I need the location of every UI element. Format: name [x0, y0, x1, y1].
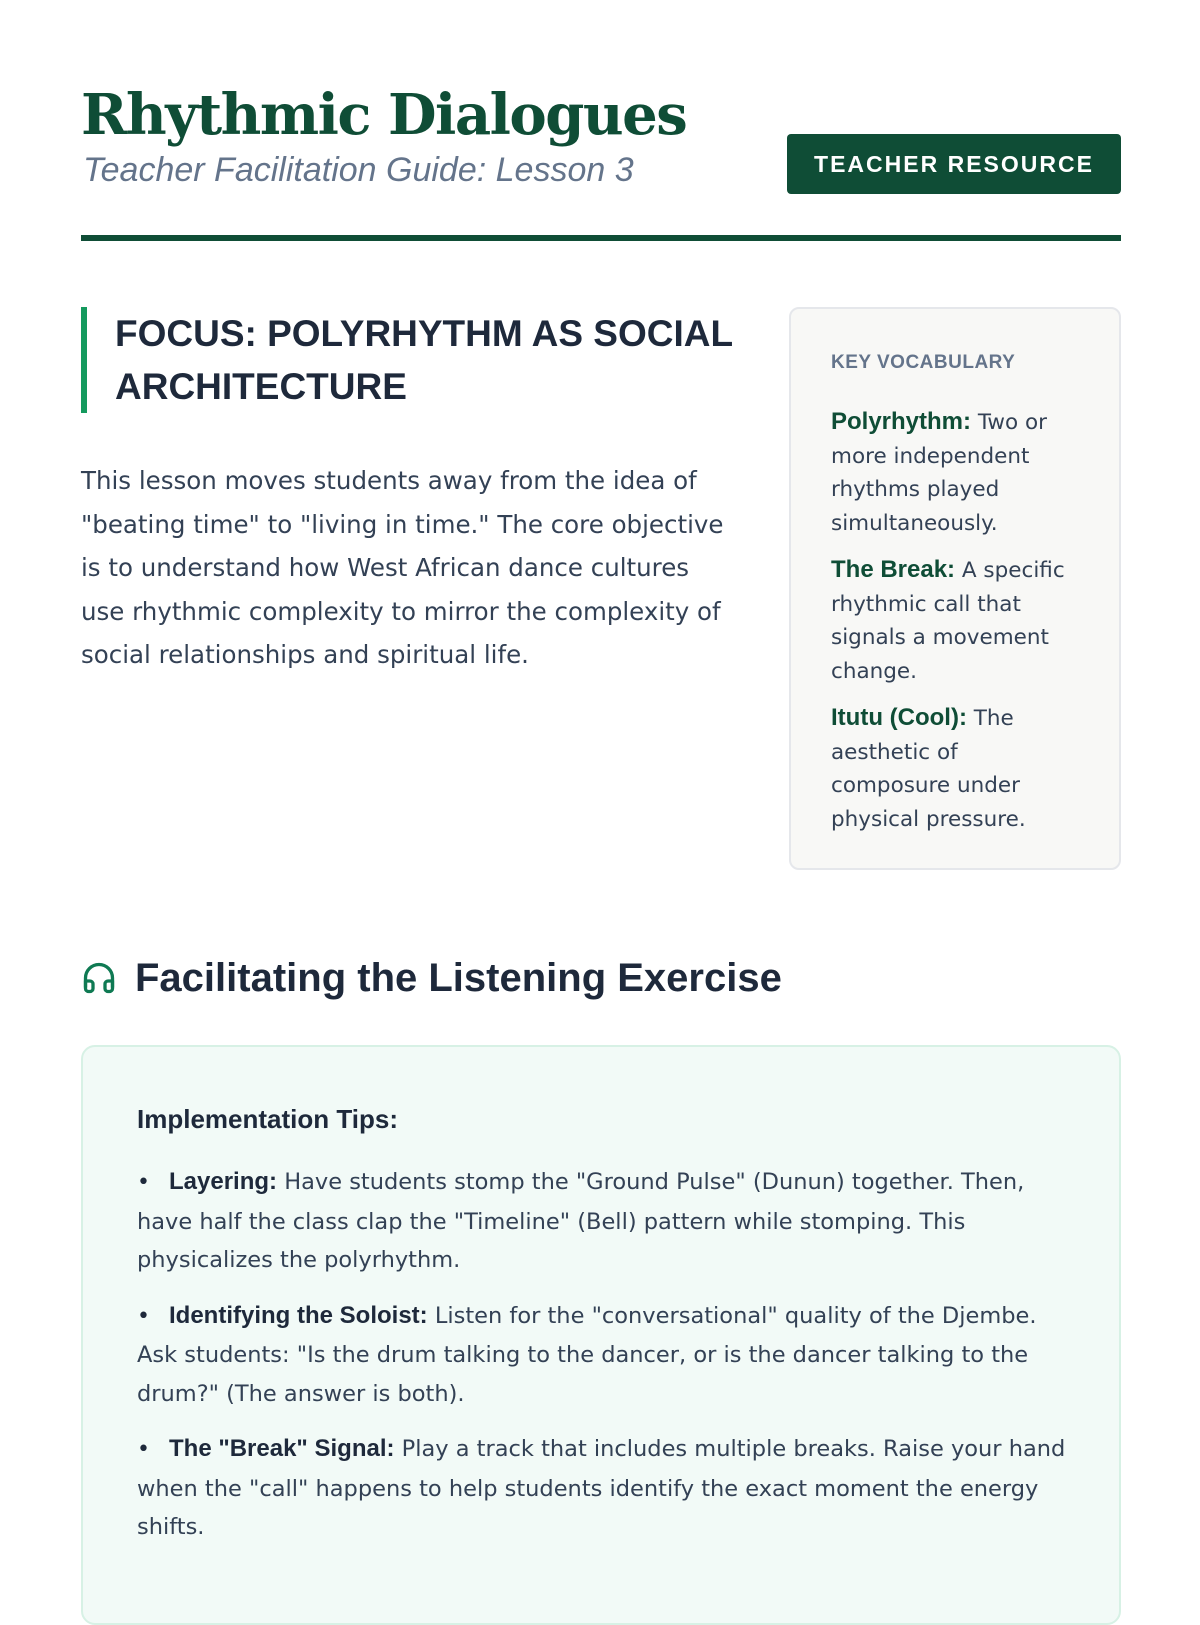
- vocabulary-definition: The aesthetic of composure under physical pressure.: [831, 706, 1026, 832]
- header: [81, 0, 1121, 242]
- document-page: [81, 0, 1121, 1540]
- vocabulary-term: The Break:: [831, 556, 956, 583]
- tip-text: Listen for the "conversational" quality of the Djembe. Ask students: "Is the drum talking to the dancer, or is the dancer talking to the drum?" (The answer is both).: [137, 1302, 1037, 1407]
- vocabulary-item: [831, 701, 1081, 836]
- tip-label: The "Break" Signal:: [169, 1435, 395, 1462]
- bullet-icon: •: [137, 1437, 150, 1462]
- tips-heading: Implementation Tips:: [137, 1104, 398, 1134]
- tip-label: Layering:: [169, 1168, 278, 1195]
- page-subtitle: Teacher Facilitation Guide: Lesson 3: [83, 151, 634, 189]
- focus-heading: FOCUS: POLYRHYTHM AS SOCIAL ARCHITECTURE: [81, 307, 736, 413]
- tip-label: Identifying the Soloist:: [169, 1301, 428, 1329]
- vocabulary-definition: Two or more independent rhythms played simultaneously.: [831, 410, 1047, 536]
- tip-text: Play a track that includes multiple breaks. Raise your hand when the "call" happens to help students identify the exact moment the energy shifts.: [137, 1436, 1066, 1540]
- listening-section-title: Facilitating the Listening Exercise: [135, 956, 782, 1000]
- header-divider: [81, 235, 1121, 241]
- focus-description: This lesson moves students away from the idea of "beating time" to "living in time." The core objective is to understand how West African dance cultures use rhythmic complexity to mirror the complexity of social relationships and spiritual life.: [81, 466, 724, 669]
- listening-section-header: [81, 948, 782, 1008]
- headphones-icon: [81, 958, 121, 998]
- teacher-resource-badge: TEACHER RESOURCE: [787, 134, 1121, 194]
- bullet-icon: •: [137, 1303, 150, 1329]
- tip-text: Have students stomp the "Ground Pulse" (Dunun) together. Then, have half the class clap the "Timeline" (Bell) pattern while stomping. This physicalizes the polyrhythm.: [137, 1169, 1025, 1273]
- tip-item: [137, 1163, 1079, 1280]
- tips-list: [137, 1163, 1079, 1547]
- bullet-icon: •: [137, 1170, 150, 1195]
- implementation-tips-card: [81, 1045, 1121, 1625]
- tip-item: [137, 1297, 1079, 1414]
- vocabulary-item: [831, 553, 1081, 688]
- page-title: Rhythmic Dialogues: [81, 82, 687, 148]
- key-vocabulary-card: [789, 307, 1121, 870]
- vocabulary-title: KEY VOCABULARY: [831, 352, 1016, 373]
- vocabulary-term: Itutu (Cool):: [831, 704, 967, 731]
- vocabulary-definition: A specific rhythmic call that signals a movement change.: [831, 558, 1065, 684]
- tip-item: [137, 1430, 1079, 1547]
- vocabulary-item: [831, 405, 1081, 540]
- vocabulary-term: Polyrhythm:: [831, 408, 972, 435]
- focus-section: [81, 307, 736, 677]
